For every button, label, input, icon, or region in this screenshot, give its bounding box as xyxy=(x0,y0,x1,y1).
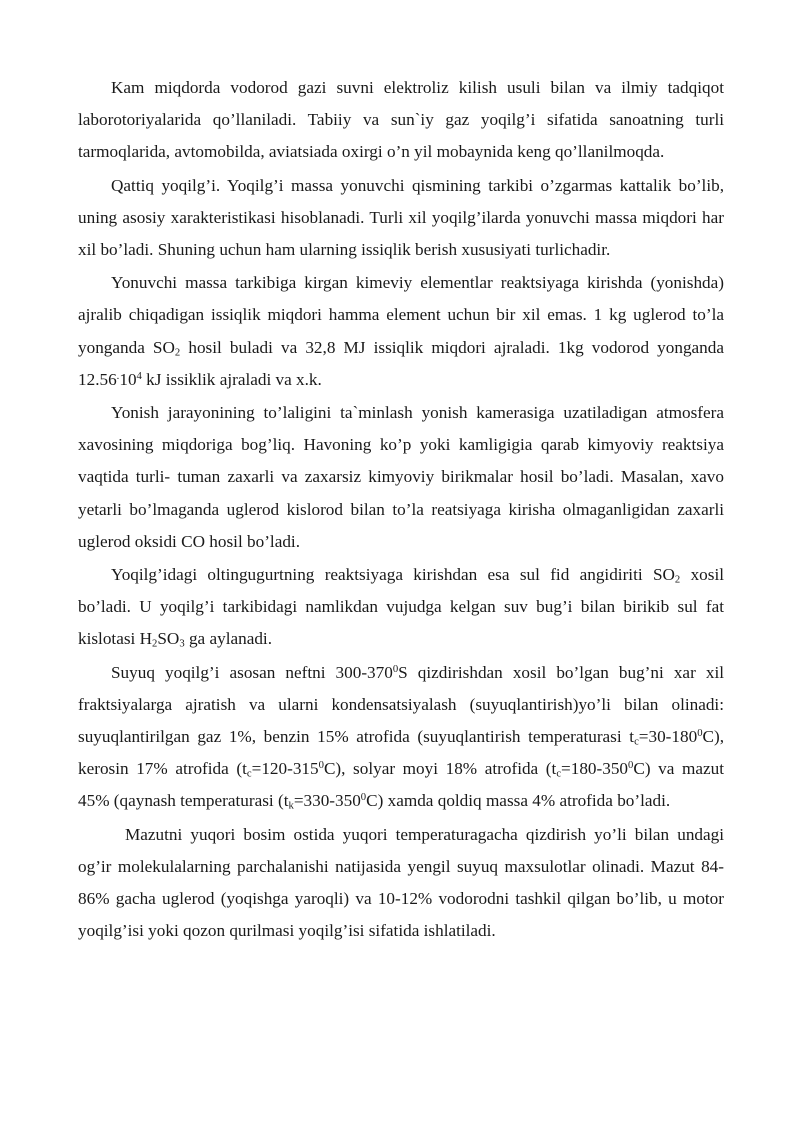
paragraph-sulfur: Yoqilg’idagi oltingugurtning reaktsiyaga kirishdan esa sul fid angidiriti $SO_2$ xosil bo’ladi. U yoqilg’i tarkibidagi namlikdan vujudga kelgan suv bug’i bilan birikib sul fat kislotasi $H_2SO_3$ ga aylanadi. xyxy=(78,565,724,651)
paragraph-combustion-air: Yonish jarayonining to’laligini ta`minlash yonish kamerasiga uzatiladigan atmosfera xavosining miqdoriga bog’liq. Havoning ko’p yoki kamligigia qarab kimyoviy reaktsiya vaqtida turli- tuman zaxarli va zaxarsiz kimyoviy birikmalar hosil bo’ladi. Masalan, xavo yetarli bo’lmaganda uglerod kislorod bilan to’la reatsiyaga kirisha olmaganligidan zaxarli uglerod oksidi CO hosil bo’ladi. xyxy=(78,403,724,551)
superscript: 0 xyxy=(392,663,399,675)
paragraph-hydrogen-usage: Kam miqdorda vodorod gazi suvni elektroliz kilish usuli bilan va ilmiy tadqiqot laborotoriyalarida qo’llaniladi. Tabiiy va sun`iy gaz yoqilg’i sifatida sanoatning turli tarmoqlarida, avtomobilda, aviatsiada oxirgi o’n yil mobaynida keng qo’llanilmoqda. xyxy=(78,78,724,162)
superscript: 0 xyxy=(360,792,367,804)
paragraph-liquid-fuel: Suyuq yoqilg’i asosan neftni $300-370^0S$ qizdirishdan xosil bo’lgan bug’ni xar xil fraktsiyalarga ajratish va ularni kondensatsiyalash (suyuqlantirish)yo’li bilan olinadi: suyuqlantirilgan gaz 1%, benzin 15% atrofida (suyuqlantirish temperaturasi $t_c=30-180^0C$), kerosin 17% atrofida $(t_c=120-315^0C)$, solyar moyi 18% atrofida $(t_c=180-350^0C)$ va mazut 45% (qaynash temperaturasi $(t_k=330-350^0C)$ xamda qoldiq massa 4% atrofida bo’ladi. xyxy=(78,662,725,813)
superscript: 0 xyxy=(318,760,324,772)
subscript: c xyxy=(634,736,639,748)
paragraph-solid-fuel: Qattiq yoqilg’i. Yoqilg’i massa yonuvchi qismining tarkibi o’zgarmas kattalik bo’lib, uning asosiy xarakteristikasi hisoblanadi. Turli xil yoqilg’ilarda yonuvchi massa miqdori har xil bo’ladi. Shuning uchun ham ularning issiqlik berish xususiyati turlichadir. xyxy=(78,175,724,260)
subscript: k xyxy=(288,801,294,813)
superscript: . xyxy=(116,370,120,382)
subscript: c xyxy=(556,768,562,780)
subscript: 2 xyxy=(174,347,181,359)
paragraph-mazut: Mazutni yuqori bosim ostida yuqori temperaturagacha qizdirish yo’li bilan undagi og’ir molekulalarning parchalanishi natijasida yengil suyuq maxsulotlar olinadi. Mazut 84-86% gacha uglerod (yoqishga yaroqli) va 10-12% vodorodni tashkil qilgan bo’lib, u motor yoqilg’isi yoki qozon qurilmasi yoqilg’isi sifatida ishlatiladi. xyxy=(78,824,724,941)
subscript: 3 xyxy=(179,639,185,651)
subscript: c xyxy=(246,768,252,780)
superscript: 4 xyxy=(136,370,142,382)
superscript: 0 xyxy=(697,728,703,740)
subscript: 2 xyxy=(152,639,158,651)
subscript: 2 xyxy=(674,574,681,586)
paragraph-combustible-elements: Yonuvchi massa tarkibiga kirgan kimeviy elementlar reaktsiyaga kirishda (yonishda) ajralib chiqadigan issiqlik miqdori hamma element uchun bir xil emas. 1 kg uglerod to’la yonganda $SO_2$ hosil buladi va 32,8 MJ issiqlik miqdori ajraladi. 1kg vodorod yonganda $12.56^.10^4$ kJ issiklik ajraladi va x.k. xyxy=(78,273,725,389)
superscript: 0 xyxy=(628,760,634,772)
